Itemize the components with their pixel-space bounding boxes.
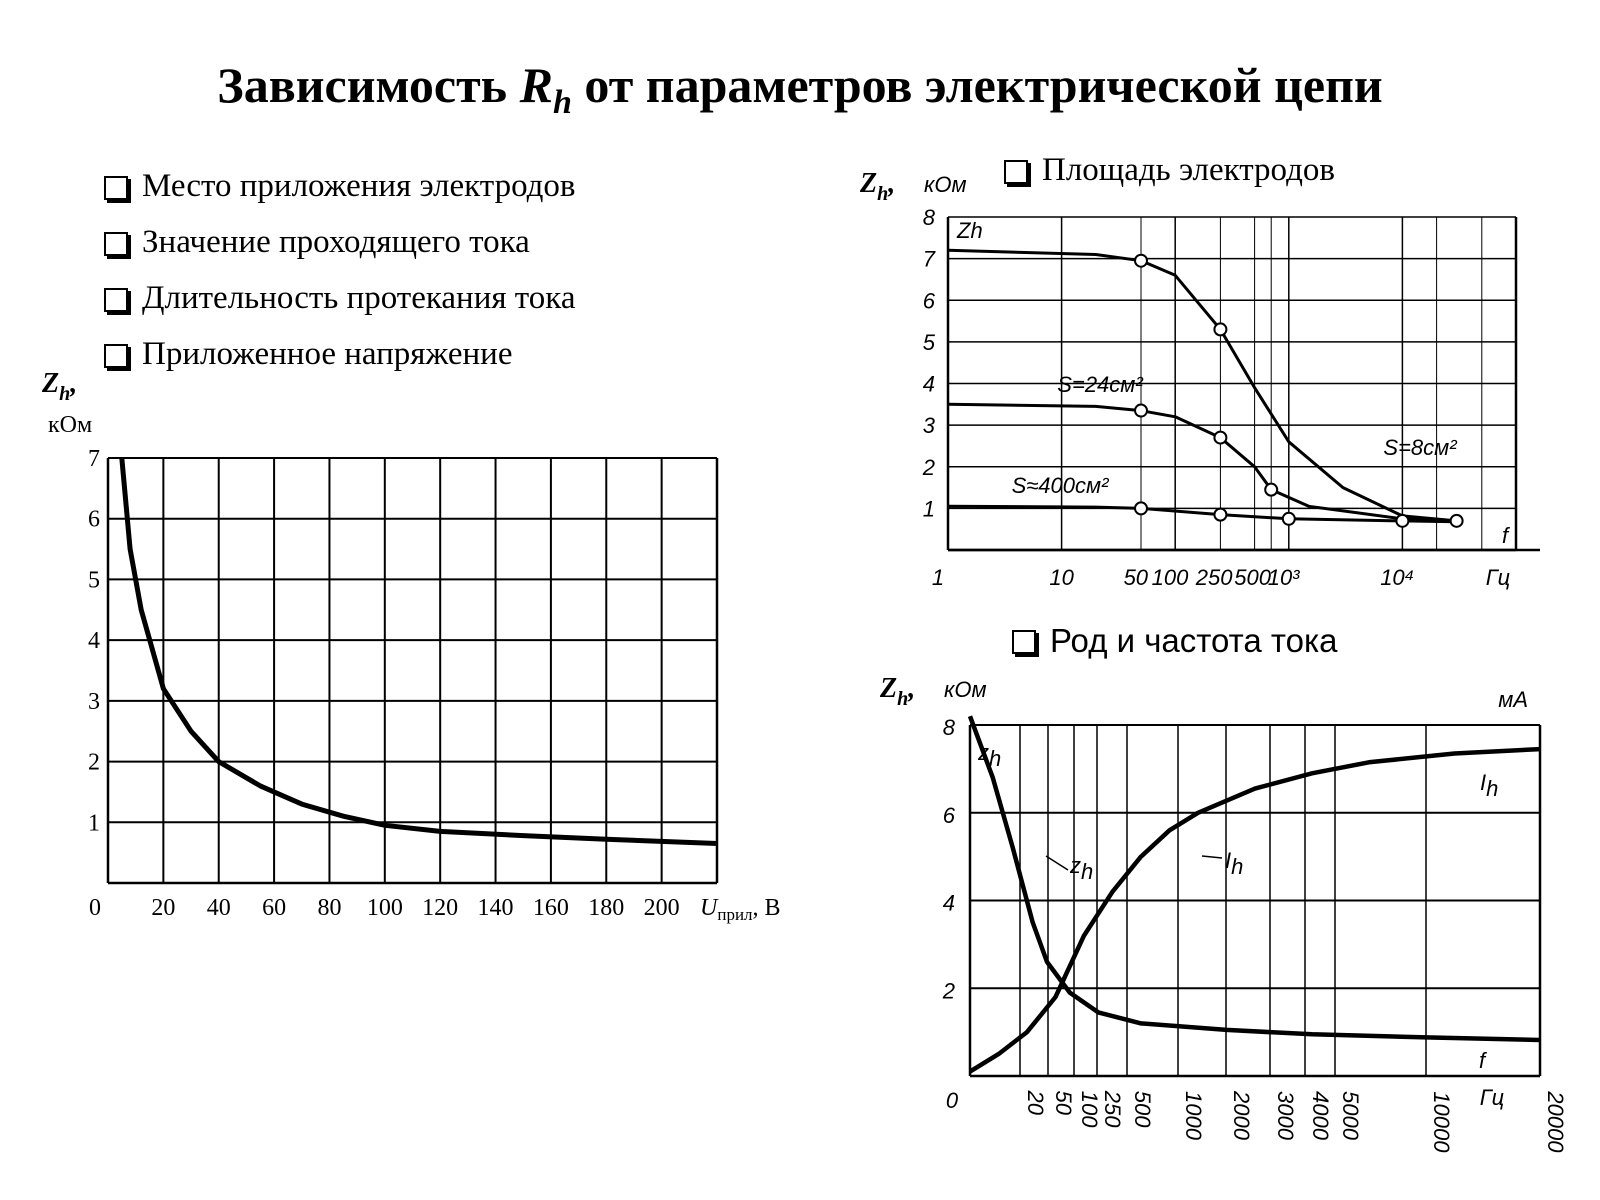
y-tick-label: 8 — [922, 205, 935, 230]
x-tick-label: 160 — [532, 895, 569, 921]
x-tick-label: 100 — [1077, 1090, 1102, 1128]
x-tick-label: 250 — [1195, 565, 1233, 590]
series-label: zh — [978, 740, 1002, 771]
y-axis-unit: кОм — [48, 412, 93, 438]
y2-axis-label: мА — [1498, 687, 1528, 712]
x-tick-label: 5000 — [1338, 1091, 1363, 1140]
data-point — [1451, 515, 1463, 527]
x-tick-label: 10000 — [1429, 1091, 1454, 1153]
x-tick-label: 100 — [366, 895, 403, 921]
y-tick-label: 2 — [922, 454, 935, 480]
data-point — [1265, 484, 1277, 496]
series-label: Ih — [1225, 848, 1244, 879]
x-tick-label: 3000 — [1273, 1091, 1298, 1140]
x-tick-label: 1 — [931, 565, 945, 590]
series-label: zh — [1070, 853, 1094, 884]
series-label: S=8см² — [1383, 435, 1457, 460]
y-tick-label: 8 — [942, 715, 955, 740]
data-point — [1283, 513, 1295, 525]
y-axis-label: $Z_h$, — [860, 168, 896, 205]
y-axis-unit: кОм — [944, 677, 987, 702]
data-point — [1396, 515, 1408, 527]
y-tick-label: 5 — [922, 329, 935, 355]
y-tick-label: 6 — [922, 288, 935, 314]
y-tick-label: 6 — [88, 506, 100, 533]
x-tick-label: 120 — [422, 895, 459, 921]
series-label: Ih — [1480, 770, 1499, 801]
area-header: Площадь электродов — [1004, 152, 1335, 189]
freq-header: Род и частота тока — [1012, 622, 1338, 660]
data-point — [1214, 509, 1226, 521]
y-tick-label: 7 — [922, 246, 935, 272]
x-tick-label: 50 — [1051, 1090, 1076, 1115]
series-line — [970, 716, 1540, 1040]
x-tick-label: 10³ — [1267, 565, 1300, 590]
x-tick-label: 50 — [1123, 565, 1149, 590]
y-tick-label: 1 — [88, 810, 100, 837]
x-tick-label: 140 — [477, 895, 514, 921]
y-tick-label: 5 — [88, 567, 100, 594]
series-label: S≈400см² — [1011, 473, 1109, 498]
page-title: Зависимость $R_h$ от параметров электрической цепи — [217, 57, 1383, 121]
data-point — [1135, 405, 1147, 417]
y-tick-label: 6 — [942, 802, 955, 828]
bullet-item: Приложенное напряжение — [104, 336, 576, 392]
x-tick-label: 40 — [206, 895, 231, 921]
y-axis-unit: кОм — [924, 172, 967, 197]
x-tick-label: 10 — [1049, 565, 1074, 590]
x-tick-label: 250 — [1100, 1090, 1125, 1128]
x-tick-label: 500 — [1234, 565, 1271, 590]
series-label: S=24см² — [1057, 372, 1143, 397]
leader-line — [1202, 856, 1222, 858]
x-tick-label: 100 — [1151, 565, 1189, 590]
x-tick-label: 500 — [1130, 1090, 1155, 1128]
y-tick-label: 2 — [942, 978, 955, 1004]
y-tick-label: 2 — [88, 749, 100, 776]
bullet-item: Место приложения электродов — [104, 168, 576, 224]
x-tick-label: 2000 — [1229, 1091, 1254, 1140]
x-tick-label: 1000 — [1181, 1091, 1206, 1140]
data-point — [1214, 432, 1226, 444]
x-tick-label: 180 — [588, 895, 625, 921]
y-tick-label: 1 — [922, 496, 935, 522]
x-tick-label: 0 — [89, 895, 101, 921]
data-point — [1214, 323, 1226, 335]
bullet-item: Длительность протекания тока — [104, 280, 576, 336]
y-axis-label: $Z_h$, — [880, 673, 916, 710]
y-tick-label: 3 — [88, 688, 100, 715]
series-line — [122, 458, 717, 844]
x-tick-label: 0 — [945, 1088, 959, 1113]
x-tick-label: Гц — [1485, 565, 1511, 590]
leader-line — [1046, 856, 1068, 870]
y-tick-label: 4 — [88, 628, 100, 655]
curve-label: Zh — [957, 218, 983, 243]
y-axis-label: $Z_h$, — [42, 368, 78, 405]
x-tick-label: 10⁴ — [1380, 565, 1415, 590]
x-tick-label: 200 — [643, 895, 680, 921]
series-line — [948, 404, 1457, 521]
x-tick-label: 80 — [317, 895, 342, 921]
axis-letter: f — [1501, 523, 1509, 548]
x-tick-label: 4000 — [1308, 1091, 1333, 1140]
y-tick-label: 4 — [942, 890, 955, 916]
bullet-item: Значение проходящего тока — [104, 224, 576, 280]
x-tick-label: 20000 — [1543, 1091, 1568, 1153]
y-tick-label: 7 — [88, 446, 100, 472]
axis-letter: f — [1478, 1048, 1486, 1073]
x-tick-label: 60 — [262, 895, 287, 921]
x-axis-label: $U_{прил}$, В — [700, 895, 781, 924]
x-tick-label: 20 — [151, 895, 176, 921]
data-point — [1135, 502, 1147, 514]
y-tick-label: 4 — [922, 371, 935, 397]
y-tick-label: 3 — [922, 413, 935, 439]
series-line — [970, 749, 1540, 1072]
data-point — [1135, 255, 1147, 267]
x-axis-unit: Гц — [1479, 1085, 1505, 1110]
x-tick-label: 20 — [1023, 1090, 1048, 1115]
